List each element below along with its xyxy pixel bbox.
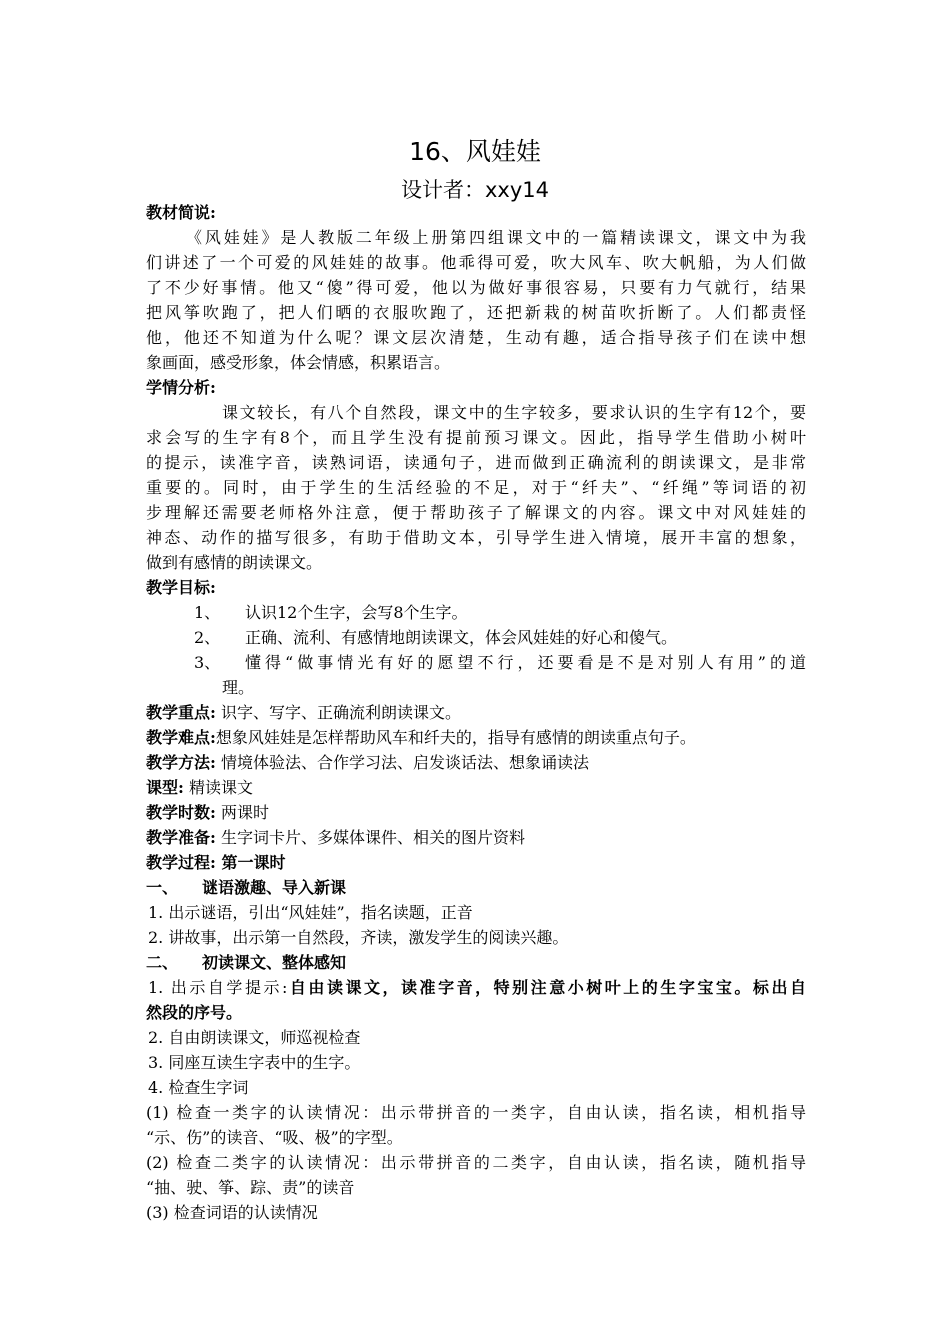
goal-number: 1、 xyxy=(194,603,221,622)
list-item-bold-cont: 然段的序号。 xyxy=(146,1003,243,1022)
analysis-line: 神态、动作的描写很多，有助于借助文本，引导学生进入情境，展开丰富的想象， xyxy=(146,528,806,547)
intro-line: 《风娃娃》是人教版二年级上册第四组课文中的一篇精读课文，课文中为我 xyxy=(186,228,806,247)
intro-line: 把风筝吹跑了，把人们晒的衣服吹跑了，还把新栽的树苗吹折断了。人们都责怪 xyxy=(146,303,806,322)
goal-text: 懂得“做事情光有好的愿望不行，还要看是不是对别人有用”的道 xyxy=(245,653,806,672)
goal-text: 认识12个生字，会写8个生字。 xyxy=(245,603,468,622)
section-title: 初读课文、整体感知 xyxy=(202,953,347,972)
list-item: 2. 自由朗读课文，师巡视检查 xyxy=(148,1028,361,1047)
sub-item: (1) 检查一类字的认读情况：出示带拼音的一类字，自由认读，指名读，相机指导 xyxy=(146,1103,806,1122)
field-type xyxy=(146,775,806,800)
field-hours xyxy=(146,800,806,825)
doc-designer: 设计者：xxy14 xyxy=(400,178,549,202)
process-value: 第一课时 xyxy=(221,853,286,872)
list-item: 4. 检查生字词 xyxy=(148,1078,249,1097)
field-focus xyxy=(146,700,806,725)
goal-number: 2、 xyxy=(194,628,221,647)
list-item-prefix: 1. 出示自学提示: xyxy=(148,978,288,997)
analysis-line: 课文较长，有八个自然段，课文中的生字较多，要求认识的生字有12个，要 xyxy=(222,403,806,422)
intro-line: 他，他还不知道为什么呢？课文层次清楚，生动有趣，适合指导孩子们在读中想 xyxy=(146,328,806,347)
list-item: 3. 同座互读生字表中的生字。 xyxy=(148,1053,361,1072)
analysis-heading: 学情分析: xyxy=(146,378,216,397)
field-difficulty xyxy=(146,725,806,750)
sub-item-cont: “示、伤”的读音、“吸、极”的字型。 xyxy=(146,1128,403,1147)
goal-number: 3、 xyxy=(194,653,221,672)
process-heading xyxy=(146,850,806,875)
field-label: 教学准备: xyxy=(146,828,216,847)
field-label: 教学重点: xyxy=(146,703,216,722)
sub-item: (3) 检查词语的认读情况 xyxy=(146,1203,318,1222)
intro-line: 象画面，感受形象，体会情感，积累语言。 xyxy=(146,353,451,372)
list-item: 2. 讲故事，出示第一自然段，齐读，激发学生的阅读兴趣。 xyxy=(148,928,569,947)
field-method xyxy=(146,750,806,775)
goals-heading: 教学目标: xyxy=(146,578,216,597)
goal-text: 正确、流利、有感情地朗读课文，体会风娃娃的好心和傻气。 xyxy=(245,628,678,647)
sub-item: (2) 检查二类字的认读情况：出示带拼音的二类字，自由认读，指名读，随机指导 xyxy=(146,1153,806,1172)
intro-line: 了不少好事情。他又“傻”得可爱，他以为做好事很容易，只要有力气就行，结果 xyxy=(146,278,806,297)
section-number: 一、 xyxy=(146,878,179,897)
field-label: 教学时数: xyxy=(146,803,216,822)
process-label: 教学过程: xyxy=(146,853,216,872)
analysis-line: 步理解还需要老师格外注意，便于帮助孩子了解课文的内容。课文中对风娃娃的 xyxy=(146,503,806,522)
list-item xyxy=(148,975,806,1000)
section-title: 谜语激趣、导入新课 xyxy=(202,878,347,897)
doc-title: 16、风娃娃 xyxy=(409,137,541,166)
analysis-line: 做到有感情的朗读课文。 xyxy=(146,553,323,572)
analysis-line: 重要的。同时，由于学生的生活经验的不足，对于“纤夫”、“纤绳”等词语的初 xyxy=(146,478,806,497)
field-value: 情境体验法、合作学习法、启发谈话法、想象诵读法 xyxy=(221,753,590,772)
list-item: 1. 出示谜语，引出“风娃娃”，指名读题，正音 xyxy=(148,903,473,922)
field-prep xyxy=(146,825,806,850)
section-number: 二、 xyxy=(146,953,179,972)
list-item-bold: 自由读课文，读准字音，特别注意小树叶上的生字宝宝。标出自 xyxy=(287,978,806,997)
field-label: 教学方法: xyxy=(146,753,216,772)
goal-text-cont: 理。 xyxy=(222,678,255,697)
field-value: 两课时 xyxy=(221,803,270,822)
sub-item-cont: “抽、驶、筝、踪、责”的读音 xyxy=(146,1178,355,1197)
analysis-line: 求会写的生字有8个，而且学生没有提前预习课文。因此，指导学生借助小树叶 xyxy=(146,428,806,447)
field-value: 精读课文 xyxy=(189,778,254,797)
field-label: 课型: xyxy=(146,778,184,797)
intro-line: 们讲述了一个可爱的风娃娃的故事。他乖得可爱，吹大风车、吹大帆船，为人们做 xyxy=(146,253,806,272)
field-value: 识字、写字、正确流利朗读课文。 xyxy=(221,703,462,722)
intro-heading: 教材简说: xyxy=(146,203,216,222)
field-value: 生字词卡片、多媒体课件、相关的图片资料 xyxy=(221,828,526,847)
analysis-line: 的提示，读准字音，读熟词语，读通句子，进而做到正确流利的朗读课文，是非常 xyxy=(146,453,806,472)
field-value: 想象风娃娃是怎样帮助风车和纤夫的，指导有感情的朗读重点句子。 xyxy=(215,728,696,747)
field-label: 教学难点: xyxy=(146,728,216,747)
